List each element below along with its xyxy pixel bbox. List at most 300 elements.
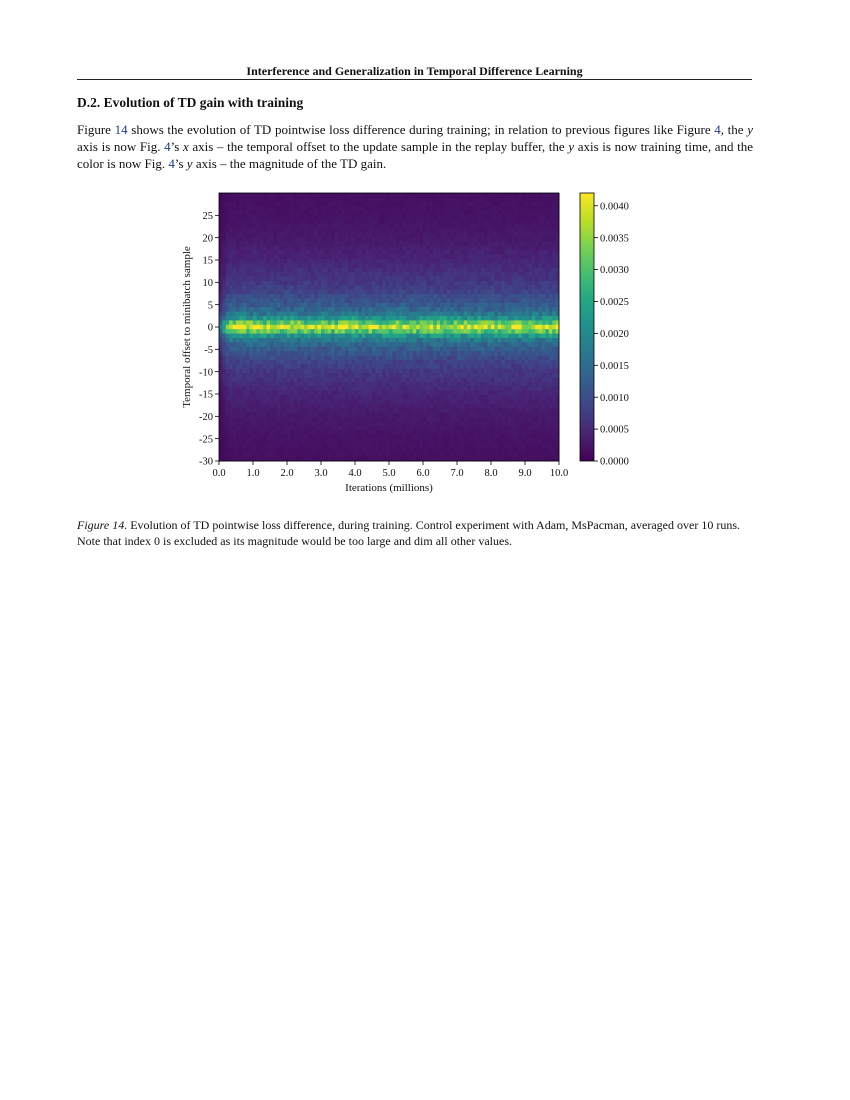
figure-4-link[interactable]: 4: [164, 139, 171, 154]
heatmap-cell: [352, 228, 356, 233]
heatmap-cell: [522, 395, 526, 400]
heatmap-cell: [301, 206, 305, 211]
heatmap-cell: [539, 404, 543, 409]
heatmap-cell: [522, 391, 526, 396]
heatmap-cell: [321, 329, 325, 334]
heatmap-cell: [545, 320, 549, 325]
heatmap-cell: [250, 329, 254, 334]
text-run: , the: [720, 122, 748, 137]
heatmap-cell: [498, 298, 502, 303]
heatmap-cell: [229, 329, 233, 334]
heatmap-cell: [409, 263, 413, 268]
heatmap-cell: [382, 206, 386, 211]
heatmap-cell: [498, 263, 502, 268]
heatmap-cell: [355, 215, 359, 220]
heatmap-cell: [307, 237, 311, 242]
heatmap-cell: [338, 356, 342, 361]
heatmap-cell: [328, 369, 332, 374]
heatmap-cell: [277, 373, 281, 378]
heatmap-cell: [263, 408, 267, 413]
heatmap-cell: [423, 281, 427, 286]
heatmap-cell: [307, 373, 311, 378]
heatmap-cell: [491, 228, 495, 233]
heatmap-cell: [440, 298, 444, 303]
heatmap-cell: [331, 197, 335, 202]
heatmap-cell: [389, 325, 393, 330]
heatmap-cell: [423, 342, 427, 347]
heatmap-cell: [392, 338, 396, 343]
heatmap-cell: [362, 211, 366, 216]
heatmap-cell: [457, 294, 461, 299]
heatmap-cell: [392, 259, 396, 264]
heatmap-cell: [287, 290, 291, 295]
heatmap-cell: [345, 255, 349, 260]
heatmap-cell: [430, 386, 434, 391]
heatmap-cell: [488, 219, 492, 224]
heatmap-cell: [450, 342, 454, 347]
heatmap-cell: [481, 312, 485, 317]
heatmap-cell: [280, 219, 284, 224]
figure-14-link[interactable]: 14: [114, 122, 128, 137]
heatmap-cell: [491, 334, 495, 339]
heatmap-cell: [416, 290, 420, 295]
heatmap-cell: [372, 334, 376, 339]
heatmap-cell: [290, 395, 294, 400]
heatmap-cell: [488, 307, 492, 312]
heatmap-cell: [440, 342, 444, 347]
heatmap-cell: [474, 241, 478, 246]
heatmap-cell: [532, 215, 536, 220]
heatmap-cell: [270, 404, 274, 409]
heatmap-cell: [263, 399, 267, 404]
heatmap-cell: [236, 364, 240, 369]
heatmap-cell: [474, 404, 478, 409]
heatmap-cell: [375, 241, 379, 246]
heatmap-cell: [518, 193, 522, 198]
heatmap-cell: [358, 364, 362, 369]
heatmap-cell: [382, 342, 386, 347]
heatmap-cell: [484, 233, 488, 238]
heatmap-cell: [549, 250, 553, 255]
heatmap-cell: [318, 373, 322, 378]
heatmap-cell: [338, 281, 342, 286]
heatmap-cell: [229, 255, 233, 260]
heatmap-cell: [318, 325, 322, 330]
heatmap-cell: [321, 307, 325, 312]
heatmap-cell: [379, 219, 383, 224]
heatmap-cell: [454, 193, 458, 198]
heatmap-cell: [290, 206, 294, 211]
heatmap-cell: [515, 378, 519, 383]
heatmap-cell: [501, 290, 505, 295]
heatmap-cell: [522, 241, 526, 246]
heatmap-cell: [226, 211, 230, 216]
heatmap-cell: [539, 360, 543, 365]
heatmap-cell: [314, 316, 318, 321]
heatmap-cell: [545, 255, 549, 260]
heatmap-cell: [297, 228, 301, 233]
heatmap-cell: [331, 364, 335, 369]
heatmap-cell: [321, 276, 325, 281]
heatmap-cell: [518, 237, 522, 242]
heatmap-cell: [280, 351, 284, 356]
heatmap-cell: [406, 294, 410, 299]
heatmap-cell: [464, 399, 468, 404]
heatmap-cell: [454, 369, 458, 374]
figure-4-link[interactable]: 4: [714, 122, 721, 137]
heatmap-cell: [386, 298, 390, 303]
heatmap-cell: [409, 294, 413, 299]
heatmap-cell: [324, 342, 328, 347]
heatmap-cell: [290, 320, 294, 325]
heatmap-cell: [256, 202, 260, 207]
heatmap-cell: [518, 272, 522, 277]
heatmap-cell: [324, 325, 328, 330]
heatmap-cell: [396, 391, 400, 396]
heatmap-cell: [226, 228, 230, 233]
heatmap-cell: [297, 290, 301, 295]
heatmap-cell: [355, 307, 359, 312]
heatmap-cell: [253, 356, 257, 361]
heatmap-cell: [338, 312, 342, 317]
heatmap-cell: [494, 290, 498, 295]
heatmap-cell: [375, 233, 379, 238]
heatmap-cell: [362, 224, 366, 229]
heatmap-cell: [437, 206, 441, 211]
heatmap-cell: [280, 360, 284, 365]
heatmap-cell: [539, 298, 543, 303]
heatmap-cell: [491, 290, 495, 295]
heatmap-cell: [341, 233, 345, 238]
heatmap-cell: [467, 320, 471, 325]
heatmap-cell: [430, 263, 434, 268]
heatmap-cell: [522, 298, 526, 303]
heatmap-cell: [226, 219, 230, 224]
heatmap-cell: [515, 307, 519, 312]
heatmap-cell: [233, 228, 237, 233]
heatmap-cell: [358, 233, 362, 238]
heatmap-cell: [318, 404, 322, 409]
heatmap-cell: [437, 211, 441, 216]
heatmap-cell: [307, 211, 311, 216]
heatmap-cell: [440, 307, 444, 312]
heatmap-cell: [522, 399, 526, 404]
heatmap-cell: [460, 246, 464, 251]
heatmap-cell: [392, 329, 396, 334]
heatmap-cell: [464, 290, 468, 295]
heatmap-cell: [287, 197, 291, 202]
text-run: axis – the temporal offset to the update sample in the replay buffer, the: [188, 139, 569, 154]
heatmap-cell: [324, 382, 328, 387]
heatmap-cell: [287, 298, 291, 303]
heatmap-cell: [236, 237, 240, 242]
heatmap-cell: [498, 356, 502, 361]
heatmap-cell: [440, 197, 444, 202]
heatmap-cell: [515, 356, 519, 361]
heatmap-cell: [457, 255, 461, 260]
heatmap-cell: [365, 206, 369, 211]
heatmap-cell: [460, 364, 464, 369]
heatmap-cell: [345, 241, 349, 246]
heatmap-cell: [369, 347, 373, 352]
heatmap-cell: [477, 197, 481, 202]
heatmap-cell: [522, 202, 526, 207]
heatmap-cell: [297, 378, 301, 383]
heatmap-cell: [358, 325, 362, 330]
heatmap-cell: [263, 382, 267, 387]
heatmap-cell: [471, 294, 475, 299]
heatmap-cell: [426, 351, 430, 356]
heatmap-cell: [515, 351, 519, 356]
heatmap-cell: [447, 224, 451, 229]
heatmap-cell: [348, 320, 352, 325]
heatmap-cell: [307, 347, 311, 352]
heatmap-cell: [392, 408, 396, 413]
heatmap-cell: [294, 386, 298, 391]
heatmap-cell: [382, 281, 386, 286]
heatmap-cell: [324, 360, 328, 365]
heatmap-cell: [372, 325, 376, 330]
heatmap-cell: [233, 276, 237, 281]
heatmap-cell: [260, 360, 264, 365]
heatmap-cell: [430, 211, 434, 216]
heatmap-cell: [284, 303, 288, 308]
heatmap-cell: [535, 298, 539, 303]
heatmap-cell: [426, 303, 430, 308]
heatmap-cell: [246, 228, 250, 233]
heatmap-cell: [501, 285, 505, 290]
heatmap-cell: [304, 356, 308, 361]
heatmap-cell: [358, 369, 362, 374]
heatmap-cell: [239, 391, 243, 396]
heatmap-cell: [515, 303, 519, 308]
heatmap-cell: [399, 202, 403, 207]
heatmap-cell: [396, 233, 400, 238]
heatmap-cell: [226, 294, 230, 299]
heatmap-cell: [498, 382, 502, 387]
heatmap-cell: [246, 197, 250, 202]
heatmap-cell: [515, 312, 519, 317]
heatmap-cell: [488, 334, 492, 339]
heatmap-cell: [219, 263, 223, 268]
heatmap-cell: [307, 342, 311, 347]
heatmap-cell: [413, 351, 417, 356]
heatmap-cell: [545, 329, 549, 334]
heatmap-cell: [379, 312, 383, 317]
heatmap-cell: [457, 246, 461, 251]
heatmap-cell: [284, 290, 288, 295]
heatmap-cell: [528, 298, 532, 303]
heatmap-cell: [467, 408, 471, 413]
heatmap-cell: [287, 338, 291, 343]
heatmap-cell: [477, 233, 481, 238]
heatmap-cell: [511, 320, 515, 325]
heatmap-cell: [239, 369, 243, 374]
heatmap-cell: [239, 202, 243, 207]
heatmap-cell: [403, 386, 407, 391]
heatmap-cell: [253, 408, 257, 413]
heatmap-cell: [549, 272, 553, 277]
heatmap-cell: [447, 325, 451, 330]
heatmap-cell: [301, 360, 305, 365]
heatmap-cell: [440, 246, 444, 251]
heatmap-cell: [229, 334, 233, 339]
heatmap-cell: [226, 285, 230, 290]
heatmap-cell: [243, 325, 247, 330]
heatmap-cell: [505, 228, 509, 233]
heatmap-cell: [355, 369, 359, 374]
heatmap-cell: [396, 250, 400, 255]
heatmap-cell: [467, 373, 471, 378]
heatmap-cell: [335, 272, 339, 277]
heatmap-cell: [420, 399, 424, 404]
heatmap-cell: [447, 369, 451, 374]
heatmap-cell: [335, 294, 339, 299]
heatmap-cell: [321, 356, 325, 361]
heatmap-cell: [358, 395, 362, 400]
heatmap-cell: [338, 408, 342, 413]
heatmap-cell: [406, 255, 410, 260]
heatmap-cell: [545, 294, 549, 299]
heatmap-cell: [525, 386, 529, 391]
heatmap-cell: [372, 338, 376, 343]
heatmap-cell: [311, 224, 315, 229]
heatmap-cell: [403, 276, 407, 281]
heatmap-cell: [389, 211, 393, 216]
heatmap-cell: [437, 285, 441, 290]
heatmap-cell: [433, 298, 437, 303]
heatmap-cell: [498, 325, 502, 330]
heatmap-cell: [471, 316, 475, 321]
heatmap-cell: [331, 360, 335, 365]
heatmap-cell: [525, 211, 529, 216]
heatmap-cell: [277, 290, 281, 295]
heatmap-cell: [365, 408, 369, 413]
heatmap-cell: [542, 197, 546, 202]
heatmap-cell: [226, 338, 230, 343]
heatmap-cell: [219, 386, 223, 391]
heatmap-cell: [447, 250, 451, 255]
heatmap-cell: [430, 303, 434, 308]
heatmap-cell: [284, 241, 288, 246]
heatmap-cell: [549, 386, 553, 391]
heatmap-cell: [416, 211, 420, 216]
heatmap-cell: [331, 219, 335, 224]
heatmap-cell: [518, 246, 522, 251]
heatmap-cell: [528, 268, 532, 273]
heatmap-cell: [508, 369, 512, 374]
heatmap-cell: [331, 294, 335, 299]
heatmap-cell: [304, 197, 308, 202]
heatmap-cell: [273, 255, 277, 260]
heatmap-cell: [375, 307, 379, 312]
heatmap-cell: [277, 399, 281, 404]
heatmap-cell: [508, 290, 512, 295]
heatmap-cell: [484, 378, 488, 383]
heatmap-cell: [270, 386, 274, 391]
heatmap-cell: [542, 386, 546, 391]
heatmap-cell: [362, 312, 366, 317]
heatmap-cell: [467, 259, 471, 264]
heatmap-cell: [556, 347, 560, 352]
heatmap-cell: [535, 215, 539, 220]
heatmap-cell: [535, 338, 539, 343]
heatmap-cell: [460, 298, 464, 303]
heatmap-cell: [233, 202, 237, 207]
heatmap-cell: [263, 329, 267, 334]
figure-4-link[interactable]: 4: [168, 156, 175, 171]
heatmap-cell: [488, 272, 492, 277]
heatmap-cell: [321, 351, 325, 356]
heatmap-cell: [243, 215, 247, 220]
heatmap-cell: [515, 316, 519, 321]
heatmap-cell: [267, 202, 271, 207]
heatmap-cell: [460, 219, 464, 224]
heatmap-cell: [284, 316, 288, 321]
heatmap-cell: [491, 276, 495, 281]
heatmap-cell: [443, 338, 447, 343]
heatmap-cell: [331, 237, 335, 242]
heatmap-cell: [219, 408, 223, 413]
heatmap-cell: [358, 312, 362, 317]
heatmap-cell: [457, 378, 461, 383]
heatmap-cell: [389, 281, 393, 286]
heatmap-cell: [226, 356, 230, 361]
heatmap-cell: [532, 386, 536, 391]
heatmap-cell: [505, 219, 509, 224]
heatmap-cell: [392, 206, 396, 211]
heatmap-cell: [358, 228, 362, 233]
heatmap-cell: [260, 334, 264, 339]
heatmap-cell: [433, 246, 437, 251]
heatmap-cell: [379, 373, 383, 378]
heatmap-cell: [307, 202, 311, 207]
heatmap-cell: [433, 193, 437, 198]
heatmap-cell: [443, 206, 447, 211]
heatmap-cell: [406, 325, 410, 330]
heatmap-cell: [318, 391, 322, 396]
heatmap-cell: [450, 241, 454, 246]
heatmap-cell: [525, 338, 529, 343]
heatmap-cell: [314, 303, 318, 308]
heatmap-cell: [243, 259, 247, 264]
heatmap-cell: [430, 259, 434, 264]
heatmap-cell: [549, 215, 553, 220]
heatmap-cell: [280, 364, 284, 369]
heatmap-cell: [369, 351, 373, 356]
heatmap-cell: [372, 298, 376, 303]
heatmap-cell: [338, 382, 342, 387]
heatmap-cell: [457, 272, 461, 277]
heatmap-cell: [532, 224, 536, 229]
heatmap-cell: [511, 272, 515, 277]
heatmap-cell: [471, 364, 475, 369]
heatmap-cell: [501, 193, 505, 198]
heatmap-cell: [491, 285, 495, 290]
heatmap-cell: [464, 320, 468, 325]
heatmap-cell: [528, 206, 532, 211]
heatmap-cell: [392, 250, 396, 255]
heatmap-cell: [467, 316, 471, 321]
heatmap-cell: [307, 228, 311, 233]
heatmap-cell: [508, 228, 512, 233]
heatmap-cell: [301, 294, 305, 299]
heatmap-cell: [222, 312, 226, 317]
heatmap-cell: [379, 342, 383, 347]
heatmap-cell: [386, 193, 390, 198]
heatmap-cell: [324, 268, 328, 273]
heatmap-cell: [239, 351, 243, 356]
